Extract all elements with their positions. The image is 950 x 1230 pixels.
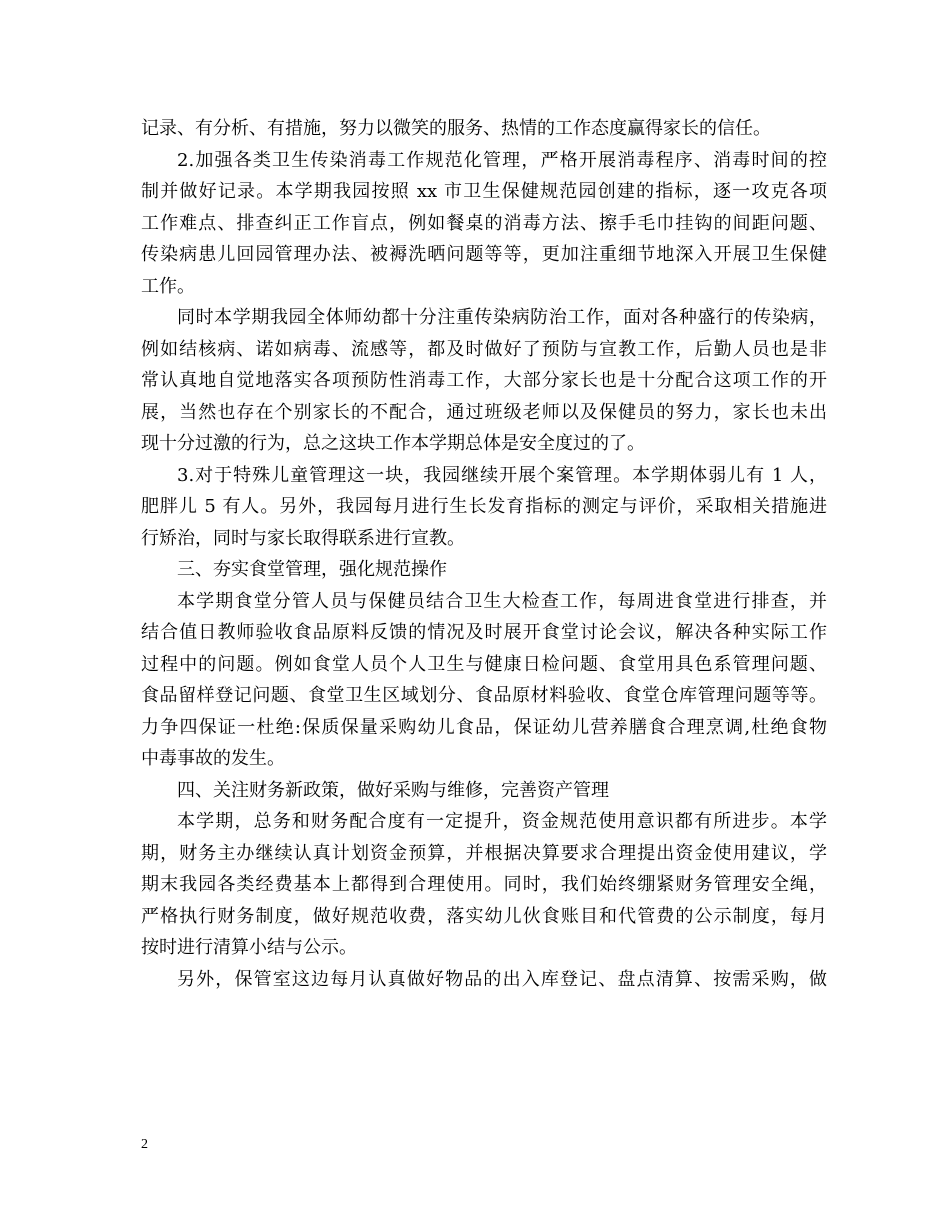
text-line: 按时进行清算小结与公示。	[141, 937, 357, 958]
text-line: 期，财务主办继续认真计划资金预算，并根据决算要求合理提出资金使用建议，学	[141, 842, 827, 864]
text-line: 制并做好记录。本学期我园按照 xx 市卫生保健规范园创建的指标，逐一攻克各项	[141, 181, 827, 202]
text-line: 例如结核病、诺如病毒、流感等，都及时做好了预防与宣教工作，后勤人员也是非	[141, 338, 827, 360]
text-line: 四、关注财务新政策，做好采购与维修，完善资产管理	[177, 779, 609, 801]
text-line: 展，当然也存在个别家长的不配合，通过班级老师以及保健员的努力，家长也未出	[141, 401, 827, 423]
text-line: 结合值日教师验收食品原料反馈的情况及时展开食堂讨论会议，解决各种实际工作	[141, 622, 827, 643]
text-line: 力争四保证一杜绝:保质保量采购幼儿食品，保证幼儿营养膳食合理烹调,杜绝食物	[141, 716, 827, 738]
text-line: 严格执行财务制度，做好规范收费，落实幼儿伙食账目和代管费的公示制度，每月	[141, 905, 827, 927]
text-line: 工作难点、排查纠正工作盲点，例如餐桌的消毒方法、擦手毛巾挂钩的间距问题、	[141, 212, 827, 234]
text-line: 过程中的问题。例如食堂人员个人卫生与健康日检问题、食堂用具色系管理问题、	[141, 653, 827, 675]
text-line: 常认真地自觉地落实各项预防性消毒工作，大部分家长也是十分配合这项工作的开	[141, 370, 827, 391]
text-line: 传染病患儿回园管理办法、被褥洗晒问题等等，更加注重细节地深入开展卫生保健	[141, 244, 827, 265]
text-line: 同时本学期我园全体师幼都十分注重传染病防治工作，面对各种盛行的传染病，	[177, 307, 827, 328]
text-line: 中毒事故的发生。	[141, 748, 285, 769]
text-line: 另外，保管室这边每月认真做好物品的出入库登记、盘点清算、按需采购，做	[177, 968, 827, 990]
document-body	[141, 113, 827, 995]
text-line: 记录、有分析、有措施，努力以微笑的服务、热情的工作态度赢得家长的信任。	[141, 118, 771, 139]
page-number: 2	[141, 1137, 148, 1152]
text-line: 工作。	[141, 275, 195, 297]
text-line: 三、夯实食堂管理，强化规范操作	[177, 559, 447, 580]
text-line: 行矫治，同时与家长取得联系进行宣教。	[141, 527, 465, 549]
text-line: 肥胖儿 5 有人。另外，我园每月进行生长发育指标的测定与评价，采取相关措施进	[141, 496, 827, 517]
text-line: 2.加强各类卫生传染消毒工作规范化管理，严格开展消毒程序、消毒时间的控	[177, 149, 827, 171]
text-line: 3.对于特殊儿童管理这一块，我园继续开展个案管理。本学期体弱儿有 1 人，	[177, 464, 827, 486]
text-line: 本学期，总务和财务配合度有一定提升，资金规范使用意识都有所进步。本学	[177, 811, 827, 832]
text-line: 食品留样登记问题、食堂卫生区域划分、食品原材料验收、食堂仓库管理问题等等。	[141, 685, 827, 706]
text-line: 本学期食堂分管人员与保健员结合卫生大检查工作，每周进食堂进行排查，并	[177, 590, 827, 612]
text-line: 现十分过激的行为，总之这块工作本学期总体是安全度过的了。	[141, 433, 645, 454]
text-line: 期末我园各类经费基本上都得到合理使用。同时，我们始终绷紧财务管理安全绳，	[141, 874, 827, 895]
